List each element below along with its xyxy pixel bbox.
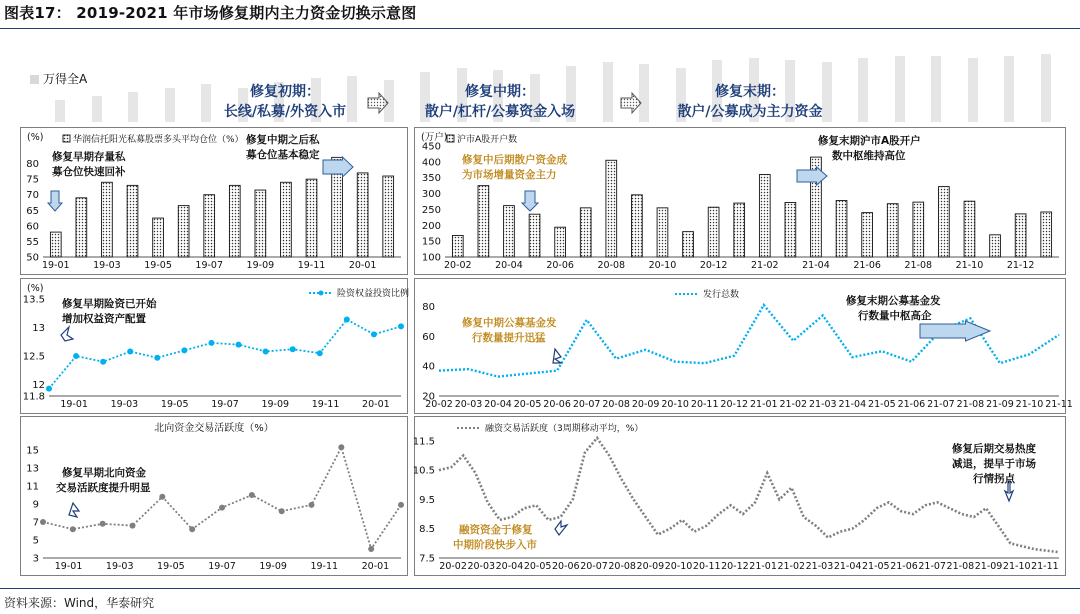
x-tick-label: 20-11 — [692, 561, 721, 572]
x-tick-label: 19-11 — [311, 399, 340, 410]
x-tick-label: 21-10 — [1002, 561, 1031, 572]
x-tick-label: 19-09 — [259, 561, 287, 572]
legend-marker — [319, 291, 324, 296]
data-point — [208, 340, 214, 346]
fund_issuance-chart — [415, 279, 1073, 413]
x-tick-label: 21-03 — [809, 399, 837, 410]
unit-label: (%) — [27, 132, 44, 143]
legend-swatch — [63, 135, 70, 142]
ann-line: 修复末期公募基金发 — [846, 295, 941, 307]
y-tick-label: 60 — [26, 221, 39, 233]
x-tick-label: 20-08 — [608, 561, 636, 572]
index-legend-label: 万得全A — [43, 72, 88, 86]
bar — [632, 195, 643, 257]
x-tick-label: 21-02 — [750, 260, 779, 271]
annotation-margin-late — [952, 442, 1036, 487]
data-point — [371, 331, 377, 337]
sh-accounts-panel — [414, 127, 1066, 275]
annotation-accounts-late — [818, 134, 921, 164]
x-tick-label: 20-03 — [467, 561, 496, 572]
x-tick-label: 19-03 — [105, 561, 134, 572]
ann-line: 修复早期存量私 — [52, 151, 126, 163]
x-tick-label: 19-05 — [160, 399, 189, 410]
x-tick-label: 20-04 — [484, 399, 512, 410]
index-bar — [92, 96, 102, 122]
bar — [990, 235, 1001, 257]
legend-label: 华润信托阳光私募股票多头平均仓位（%） — [73, 135, 244, 145]
bar — [964, 201, 975, 257]
ann-line: 修复中后期散户资金成 — [462, 154, 567, 166]
index-bar — [895, 56, 905, 122]
x-tick-label: 19-03 — [93, 260, 121, 271]
x-tick-label: 21-08 — [956, 399, 985, 410]
figure-title: 图表17： 2019-2021 年市场修复期内主力资金切换示意图 — [4, 4, 417, 22]
ann-line: 增加权益资产配置 — [62, 313, 146, 325]
x-tick-label: 21-04 — [833, 561, 862, 572]
data-point — [338, 444, 344, 450]
x-tick-label: 20-10 — [664, 561, 693, 572]
y-tick-label: 150 — [421, 236, 441, 248]
ann-line: 为市场增量资金主力 — [462, 169, 557, 181]
bar — [76, 198, 87, 257]
arrow-icon — [48, 191, 62, 211]
phase-early-desc: 长线/私募/外资入市 — [223, 104, 347, 120]
x-tick-label: 21-07 — [927, 399, 955, 410]
x-tick-label: 21-04 — [802, 260, 830, 271]
x-tick-label: 21-08 — [946, 561, 975, 572]
ann-line: 减退，提早于市场 — [952, 458, 1036, 470]
index-legend — [30, 70, 87, 87]
x-tick-label: 20-01 — [361, 561, 390, 572]
data-point — [46, 386, 52, 392]
unit-label: (万户) — [421, 132, 448, 143]
legend-label: 沪市A股开户数 — [457, 135, 518, 145]
phase-late-desc: 散户/公募成为主力资金 — [677, 104, 823, 120]
phase-mid — [405, 82, 595, 122]
x-tick-label: 19-01 — [60, 399, 88, 410]
bar — [255, 190, 266, 257]
x-tick-label: 21-08 — [904, 260, 933, 271]
ann-line: 行数量中枢高企 — [858, 310, 932, 322]
unit-label: (%) — [27, 283, 44, 294]
x-tick-label: 19-07 — [211, 399, 239, 410]
index-bar — [165, 88, 175, 122]
phase-arrow-icon-2 — [620, 92, 642, 114]
ann-line: 行数量提升迅猛 — [472, 332, 546, 344]
y-tick-label: 60 — [422, 331, 435, 343]
x-tick-label: 20-04 — [495, 561, 524, 572]
x-tick-label: 21-10 — [955, 260, 984, 271]
x-tick-label: 20-06 — [552, 561, 580, 572]
northbound-panel — [20, 416, 408, 576]
data-point — [70, 526, 76, 532]
x-tick-label: 19-07 — [208, 561, 236, 572]
x-tick-label: 20-02 — [443, 260, 472, 271]
y-tick-label: 250 — [421, 204, 441, 216]
x-tick-label: 20-08 — [602, 399, 630, 410]
x-tick-label: 21-05 — [868, 399, 896, 410]
bar — [657, 208, 668, 257]
x-tick-label: 19-11 — [297, 260, 326, 271]
x-tick-label: 20-02 — [439, 561, 467, 572]
ann-line: 修复早期险资已开始 — [62, 298, 157, 310]
bar — [913, 202, 924, 257]
phase-arrow-icon-1 — [367, 92, 389, 114]
y-tick-label: 7.5 — [419, 553, 435, 565]
ann-line: 交易活跃度提升明显 — [56, 482, 151, 494]
ann-line: 修复后期交易热度 — [952, 443, 1036, 455]
y-tick-label: 13 — [26, 463, 39, 475]
northbound-chart — [21, 417, 407, 575]
x-tick-label: 20-06 — [546, 260, 574, 271]
y-tick-label: 10.5 — [412, 465, 435, 477]
x-tick-label: 19-03 — [110, 399, 139, 410]
x-tick-label: 20-06 — [543, 399, 571, 410]
title-rule — [0, 28, 1080, 29]
index-bar — [1041, 54, 1051, 122]
ann-line: 募仓位基本稳定 — [246, 149, 320, 161]
annotation-insurance-early — [62, 297, 157, 327]
ann-line: 募仓位快速回补 — [52, 166, 126, 178]
annotation-fund-late — [846, 294, 941, 324]
annotation-fund-mid — [462, 316, 557, 346]
x-tick-label: 21-04 — [838, 399, 867, 410]
pointer-arrow-icon — [69, 503, 79, 517]
data-point — [290, 346, 296, 352]
phase-mid-name: 修复中期： — [465, 84, 535, 100]
data-point — [159, 494, 165, 500]
bar — [708, 207, 719, 257]
pointer-arrow-icon — [555, 521, 567, 535]
bar — [281, 182, 292, 257]
legend-swatch — [30, 75, 39, 84]
data-point — [398, 502, 404, 508]
chart-title: 北向资金交易活跃度（%） — [154, 423, 274, 434]
x-tick-label: 21-10 — [1015, 399, 1044, 410]
series-line — [49, 320, 401, 389]
bar — [306, 179, 317, 257]
x-tick-label: 21-06 — [853, 260, 881, 271]
annotation-northbound-early — [56, 466, 151, 496]
ann-line: 修复早期北向资金 — [62, 467, 146, 479]
y-tick-label: 11.8 — [22, 391, 45, 403]
bar — [229, 185, 240, 257]
x-tick-label: 20-07 — [572, 399, 601, 410]
x-tick-label: 19-09 — [246, 260, 275, 271]
x-tick-label: 21-09 — [974, 561, 1003, 572]
x-tick-label: 21-06 — [890, 561, 918, 572]
x-tick-label: 20-03 — [454, 399, 483, 410]
y-tick-label: 11.5 — [412, 436, 435, 448]
bar — [555, 227, 566, 257]
x-tick-label: 21-09 — [986, 399, 1014, 410]
bar — [383, 176, 394, 257]
index-bar — [931, 56, 941, 122]
x-tick-label: 19-07 — [195, 260, 224, 271]
bar — [478, 186, 489, 257]
data-point — [317, 350, 323, 356]
data-point — [368, 546, 374, 552]
x-tick-label: 21-11 — [1031, 561, 1059, 572]
bar — [153, 218, 164, 257]
y-tick-label: 200 — [421, 220, 441, 232]
series-line — [43, 447, 401, 549]
data-point — [344, 317, 350, 323]
phase-late-name: 修复末期： — [715, 84, 785, 100]
bar — [887, 204, 898, 257]
annotation-accounts-mid — [462, 153, 567, 183]
bar — [683, 232, 694, 257]
x-tick-label: 19-05 — [144, 260, 172, 271]
y-tick-label: 5 — [32, 535, 39, 547]
x-tick-label: 20-09 — [631, 399, 660, 410]
index-bar — [1004, 56, 1014, 122]
data-point — [127, 348, 133, 354]
x-tick-label: 21-11 — [1045, 399, 1073, 410]
bar — [606, 160, 617, 257]
arrow-icon — [920, 321, 990, 341]
index-bar — [603, 62, 613, 122]
y-tick-label: 40 — [422, 361, 435, 373]
y-tick-label: 8.5 — [419, 524, 435, 536]
ann-line: 修复中期公募基金发 — [462, 317, 557, 329]
bar — [204, 195, 215, 257]
y-tick-label: 450 — [421, 141, 441, 153]
bar — [785, 202, 796, 257]
bar — [1015, 214, 1026, 257]
x-tick-label: 21-05 — [862, 561, 890, 572]
ann-line: 数中枢维持高位 — [832, 150, 906, 162]
index-bar — [55, 100, 65, 122]
source-rule — [0, 588, 1080, 589]
x-tick-label: 19-01 — [41, 260, 70, 271]
bar — [102, 182, 113, 257]
annotation-private-early — [52, 150, 126, 180]
x-tick-label: 20-05 — [523, 561, 552, 572]
ann-line: 中期阶段快步入市 — [453, 539, 537, 551]
data-point — [309, 502, 315, 508]
index-bar — [858, 58, 868, 122]
data-point — [130, 523, 136, 529]
data-point — [100, 359, 106, 365]
x-tick-label: 20-05 — [513, 399, 542, 410]
y-tick-label: 100 — [421, 252, 441, 264]
x-tick-label: 20-12 — [699, 260, 728, 271]
x-tick-label: 20-07 — [580, 561, 608, 572]
legend-label: 发行总数 — [703, 290, 740, 300]
data-point — [219, 505, 225, 511]
arrow-icon — [323, 157, 353, 177]
ann-line: 融资资金于修复 — [459, 524, 533, 536]
arrow-icon — [797, 167, 827, 185]
x-tick-label: 20-10 — [648, 260, 677, 271]
x-tick-label: 21-02 — [779, 399, 808, 410]
pointer-arrow-icon — [553, 349, 561, 363]
ann-line: 修复末期沪市A股开户 — [818, 135, 921, 147]
arrow-icon — [522, 191, 538, 211]
pointer-arrow-icon — [61, 327, 73, 341]
x-tick-label: 20-01 — [348, 260, 377, 271]
y-tick-label: 50 — [26, 252, 39, 264]
x-tick-label: 20-08 — [597, 260, 626, 271]
data-point — [398, 323, 404, 329]
data-point — [249, 492, 255, 498]
y-tick-label: 12 — [32, 380, 45, 392]
x-tick-label: 20-04 — [495, 260, 523, 271]
x-tick-label: 19-01 — [54, 561, 83, 572]
y-tick-label: 55 — [26, 236, 39, 248]
bar — [127, 185, 138, 257]
y-tick-label: 70 — [26, 190, 39, 202]
data-point — [73, 353, 79, 359]
y-tick-label: 80 — [26, 159, 39, 171]
x-tick-label: 21-01 — [749, 399, 778, 410]
data-point — [100, 521, 106, 527]
index-bar — [968, 58, 978, 122]
bar — [529, 214, 540, 257]
x-tick-label: 20-10 — [661, 399, 689, 410]
x-tick-label: 21-06 — [897, 399, 926, 410]
bar — [178, 206, 189, 257]
y-tick-label: 13 — [32, 323, 45, 335]
annotation-private-mid — [246, 133, 320, 163]
x-tick-label: 19-09 — [261, 399, 290, 410]
y-tick-label: 9 — [32, 499, 39, 511]
bar — [452, 235, 463, 257]
ann-line: 修复中期之后私 — [246, 134, 320, 146]
y-tick-label: 13.5 — [22, 294, 45, 306]
bar — [759, 175, 770, 257]
y-tick-label: 75 — [26, 174, 39, 186]
y-tick-label: 15 — [26, 445, 39, 457]
annotation-margin-mid — [453, 523, 537, 553]
x-tick-label: 21-07 — [918, 561, 946, 572]
x-tick-label: 19-05 — [157, 561, 185, 572]
phase-mid-desc: 散户/杠杆/公募资金入场 — [424, 104, 576, 120]
x-tick-label: 20-12 — [721, 561, 749, 572]
x-tick-label: 20-02 — [425, 399, 453, 410]
x-tick-label: 21-02 — [777, 561, 806, 572]
y-tick-label: 11 — [26, 481, 39, 493]
x-tick-label: 19-11 — [310, 561, 339, 572]
bar — [504, 206, 515, 257]
data-point — [236, 342, 242, 348]
y-tick-label: 400 — [421, 157, 441, 169]
x-tick-label: 21-03 — [805, 561, 834, 572]
index-bar — [128, 92, 138, 122]
y-tick-label: 20 — [422, 391, 435, 403]
data-point — [40, 519, 46, 525]
bar — [836, 201, 847, 257]
y-tick-label: 12.5 — [22, 351, 45, 363]
bar — [50, 232, 61, 257]
y-tick-label: 7 — [32, 517, 39, 529]
phase-early-name: 修复初期： — [250, 84, 320, 100]
y-tick-label: 65 — [26, 205, 39, 217]
x-tick-label: 20-01 — [362, 399, 390, 410]
bar — [580, 208, 591, 257]
bar — [1041, 212, 1052, 257]
bar — [734, 203, 745, 257]
y-tick-label: 350 — [421, 173, 441, 185]
data-point — [279, 508, 285, 514]
source-note: 资料来源：Wind，华泰研究 — [4, 596, 155, 610]
data-point — [189, 526, 195, 532]
x-tick-label: 21-01 — [749, 561, 777, 572]
bar — [939, 187, 950, 257]
phase-early — [210, 82, 360, 122]
legend-swatch — [447, 135, 454, 142]
x-tick-label: 20-09 — [636, 561, 665, 572]
bar — [862, 213, 873, 257]
x-tick-label: 20-12 — [720, 399, 749, 410]
sh_accounts-chart — [415, 128, 1065, 274]
legend-label: 融资交易活跃度（3周期移动平均，%） — [485, 424, 644, 434]
y-tick-label: 3 — [32, 553, 39, 565]
bar — [357, 173, 368, 257]
fund-issuance-panel — [414, 278, 1073, 414]
x-tick-label: 20-11 — [690, 399, 719, 410]
y-tick-label: 80 — [422, 301, 435, 313]
data-point — [263, 348, 269, 354]
data-point — [154, 355, 160, 361]
y-tick-label: 300 — [421, 189, 441, 201]
y-tick-label: 9.5 — [419, 494, 435, 506]
legend-label: 险资权益投资比例 — [337, 289, 410, 299]
phase-late — [660, 82, 840, 122]
x-tick-label: 21-12 — [1006, 260, 1035, 271]
data-point — [181, 347, 187, 353]
ann-line: 行情拐点 — [973, 473, 1015, 485]
